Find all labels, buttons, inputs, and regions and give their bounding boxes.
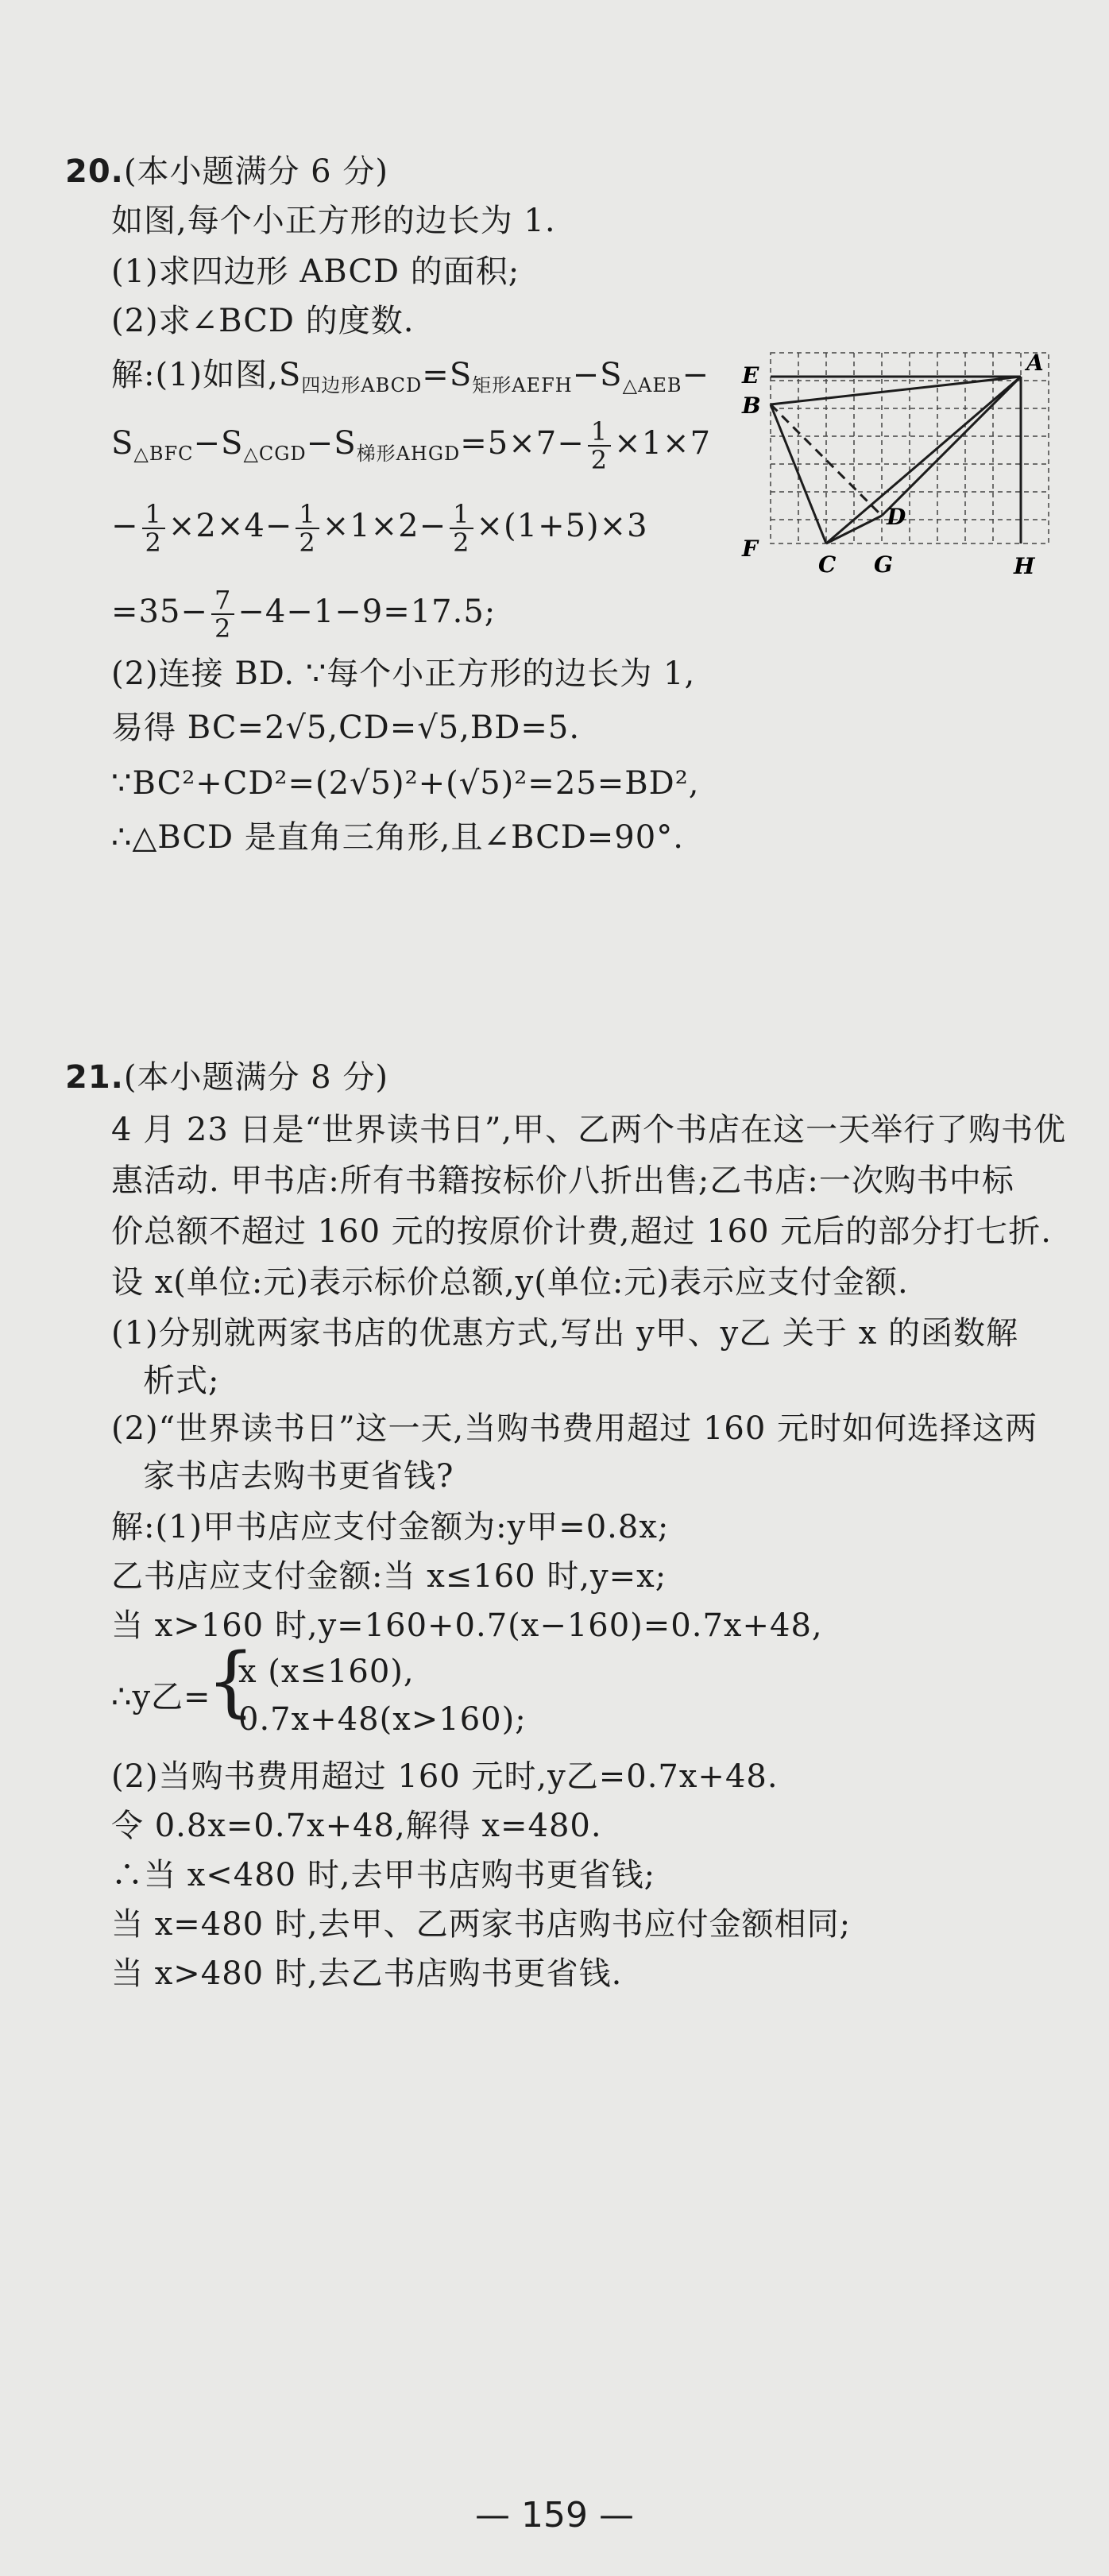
label-H: H xyxy=(1014,553,1035,579)
text: ×1×2− xyxy=(322,508,447,544)
q21-header: (本小题满分 8 分) xyxy=(123,1059,388,1096)
denominator: 2 xyxy=(590,445,609,475)
q20-line: ∵BC²+CD²=(2√5)²+(√5)²=25=BD², xyxy=(111,765,700,802)
dashed-grid xyxy=(771,353,1049,543)
label-A: A xyxy=(1026,350,1044,376)
text: −4−1−9=17.5; xyxy=(238,594,497,630)
numerator: 1 xyxy=(296,501,319,529)
q21-line: 4 月 23 日是“世界读书日”,甲、乙两个书店在这一天举行了购书优 xyxy=(111,1112,1067,1148)
subscript: 梯形AHGD xyxy=(356,443,461,465)
text: ×1×7 xyxy=(614,425,712,462)
q21-solution-line: 乙书店应支付金额:当 x≤160 时,y=x; xyxy=(111,1558,667,1595)
q21-solution-line: 解:(1)甲书店应支付金额为:y甲=0.8x; xyxy=(111,1509,670,1545)
text: =5×7− xyxy=(460,425,585,462)
text: −S xyxy=(193,425,244,462)
subscript: △AEB xyxy=(622,374,682,396)
q20-solution-line xyxy=(111,501,648,556)
q20-grid-figure xyxy=(739,342,1057,604)
denominator: 2 xyxy=(145,528,162,558)
denominator: 2 xyxy=(214,613,232,644)
denominator: 2 xyxy=(299,528,316,558)
fraction-seven-halves xyxy=(211,586,234,642)
label-F: F xyxy=(742,536,758,562)
q21-solution-line: 令 0.8x=0.7x+48,解得 x=480. xyxy=(111,1808,602,1844)
q20-line: (2)连接 BD. ∵每个小正方形的边长为 1, xyxy=(111,656,696,692)
label-D: D xyxy=(887,504,906,530)
subscript: △BFC xyxy=(133,443,194,465)
fraction-half xyxy=(450,501,473,556)
q20-line: ∴△BCD 是直角三角形,且∠BCD=90°. xyxy=(111,819,684,856)
q21-number: 21. xyxy=(65,1059,124,1096)
q21-piecewise-case: x (x≤160), xyxy=(238,1654,415,1690)
q20-solution-line xyxy=(111,354,709,406)
label-B: B xyxy=(742,393,761,419)
q21-title xyxy=(65,1057,388,1098)
text: − xyxy=(111,508,139,544)
q20-title xyxy=(65,151,388,192)
subscript: 四边形ABCD xyxy=(301,374,423,396)
numerator: 1 xyxy=(588,418,611,447)
q21-solution-line: ∴当 x<480 时,去甲书店购书更省钱; xyxy=(111,1857,656,1893)
text: 解:(1)如图,S xyxy=(111,357,302,393)
q21-solution-line: (2)当购书费用超过 160 元时,y乙=0.7x+48. xyxy=(111,1758,779,1795)
q20-number: 20. xyxy=(65,153,124,190)
fraction-half xyxy=(588,418,611,474)
q21-solution-line: 当 x=480 时,去甲、乙两家书店购书应付金额相同; xyxy=(111,1906,852,1943)
q20-line: 易得 BC=2√5,CD=√5,BD=5. xyxy=(111,710,581,746)
subscript: 矩形AEFH xyxy=(472,374,573,396)
label-C: C xyxy=(818,551,837,578)
q21-line: 家书店去购书更省钱? xyxy=(143,1458,454,1495)
q21-line: 价总额不超过 160 元的按原价计费,超过 160 元后的部分打七折. xyxy=(111,1213,1052,1250)
label-G: G xyxy=(874,551,893,578)
q21-line: (1)分别就两家书店的优惠方式,写出 y甲、y乙 关于 x 的函数解 xyxy=(111,1315,1018,1352)
q20-line: (1)求四边形 ABCD 的面积; xyxy=(111,253,520,290)
fraction-half xyxy=(142,501,165,556)
fraction-half xyxy=(296,501,319,556)
q20-line: (2)求∠BCD 的度数. xyxy=(111,303,415,339)
text: =35− xyxy=(111,594,208,630)
q20-solution-line xyxy=(111,586,496,642)
denominator: 2 xyxy=(453,528,470,558)
text: S xyxy=(111,425,134,462)
q21-line: 析式; xyxy=(143,1363,220,1399)
label-E: E xyxy=(742,362,759,389)
text: − xyxy=(682,357,710,393)
text: −S xyxy=(572,357,623,393)
text: ×(1+5)×3 xyxy=(476,508,648,544)
q21-piecewise-case: 0.7x+48(x>160); xyxy=(238,1701,527,1738)
q20-line: 如图,每个小正方形的边长为 1. xyxy=(111,203,556,239)
q21-solution-line: 当 x>160 时,y=160+0.7(x−160)=0.7x+48, xyxy=(111,1607,823,1644)
q20-header: (本小题满分 6 分) xyxy=(123,153,388,190)
q21-piecewise-lhs: ∴y乙= xyxy=(111,1679,211,1715)
text: =S xyxy=(422,357,473,393)
q21-line: (2)“世界读书日”这一天,当购书费用超过 160 元时如何选择这两 xyxy=(111,1410,1038,1447)
q21-line: 设 x(单位:元)表示标价总额,y(单位:元)表示应支付金额. xyxy=(111,1264,909,1301)
q20-solution-line xyxy=(111,418,711,474)
q21-solution-line: 当 x>480 时,去乙书店购书更省钱. xyxy=(111,1955,623,1992)
q21-line: 惠活动. 甲书店:所有书籍按标价八折出售;乙书店:一次购书中标 xyxy=(111,1162,1014,1199)
numerator: 1 xyxy=(450,501,473,529)
piecewise-brace: { xyxy=(207,1637,256,1726)
numerator: 7 xyxy=(211,586,234,615)
numerator: 1 xyxy=(142,501,165,529)
subscript: △CGD xyxy=(243,443,307,465)
page-number: — 159 — xyxy=(475,2495,634,2535)
text: ×2×4− xyxy=(168,508,293,544)
text: −S xyxy=(306,425,357,462)
